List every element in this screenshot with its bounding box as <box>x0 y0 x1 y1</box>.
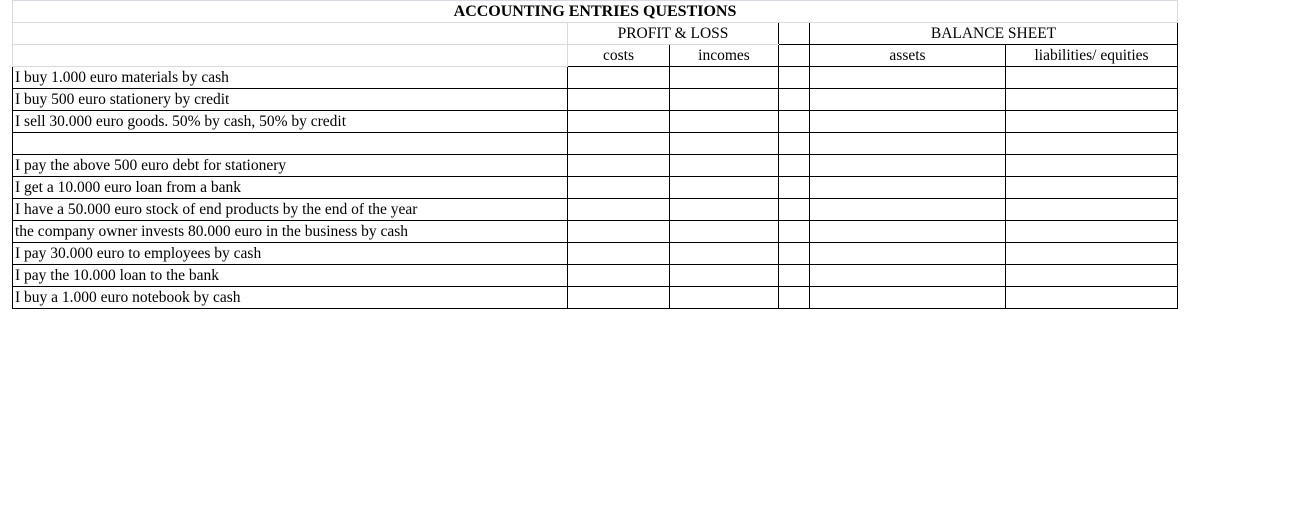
table-row <box>13 243 1178 265</box>
assets-cell[interactable] <box>810 155 1006 177</box>
table-row <box>13 265 1178 287</box>
spacer-cell[interactable] <box>779 287 810 309</box>
spacer-cell[interactable] <box>779 199 810 221</box>
incomes-cell[interactable] <box>670 89 779 111</box>
spacer-header-cell[interactable] <box>779 45 810 67</box>
assets-cell[interactable] <box>810 89 1006 111</box>
title-row <box>13 1 1178 23</box>
assets-cell[interactable] <box>810 221 1006 243</box>
liabilities-header: liabilities/ equities <box>1006 45 1178 67</box>
costs-cell[interactable] <box>568 133 670 155</box>
liabilities-cell[interactable] <box>1006 89 1178 111</box>
assets-cell[interactable] <box>810 67 1006 89</box>
liabilities-cell[interactable] <box>1006 67 1178 89</box>
spacer-cell[interactable] <box>779 265 810 287</box>
sheet-title: ACCOUNTING ENTRIES QUESTIONS <box>13 1 1178 23</box>
spacer-cell[interactable] <box>779 89 810 111</box>
assets-cell[interactable] <box>810 133 1006 155</box>
balance-sheet-header: BALANCE SHEET <box>810 23 1178 45</box>
incomes-cell[interactable] <box>670 199 779 221</box>
costs-header: costs <box>568 45 670 67</box>
column-header-row <box>13 45 1178 67</box>
question-cell[interactable]: I buy 1.000 euro materials by cash <box>13 67 568 89</box>
table-row <box>13 155 1178 177</box>
liabilities-cell[interactable] <box>1006 111 1178 133</box>
incomes-cell[interactable] <box>670 177 779 199</box>
question-cell[interactable]: I pay the 10.000 loan to the bank <box>13 265 568 287</box>
incomes-cell[interactable] <box>670 155 779 177</box>
question-cell[interactable]: I buy 500 euro stationery by credit <box>13 89 568 111</box>
table-row <box>13 199 1178 221</box>
incomes-cell[interactable] <box>670 243 779 265</box>
question-cell[interactable]: I buy a 1.000 euro notebook by cash <box>13 287 568 309</box>
liabilities-cell[interactable] <box>1006 243 1178 265</box>
question-cell[interactable]: the company owner invests 80.000 euro in the business by cash <box>13 221 568 243</box>
assets-header: assets <box>810 45 1006 67</box>
spacer-cell[interactable] <box>779 133 810 155</box>
spacer-cell[interactable] <box>779 177 810 199</box>
liabilities-cell[interactable] <box>1006 221 1178 243</box>
accounting-sheet <box>12 0 1178 309</box>
assets-cell[interactable] <box>810 287 1006 309</box>
profit-loss-header: PROFIT & LOSS <box>568 23 779 45</box>
incomes-cell[interactable] <box>670 133 779 155</box>
empty-header-cell[interactable] <box>13 23 568 45</box>
liabilities-cell[interactable] <box>1006 155 1178 177</box>
table-row <box>13 133 1178 155</box>
spacer-header-cell[interactable] <box>779 23 810 45</box>
incomes-cell[interactable] <box>670 265 779 287</box>
question-cell[interactable]: I have a 50.000 euro stock of end products by the end of the year <box>13 199 568 221</box>
costs-cell[interactable] <box>568 177 670 199</box>
table-row <box>13 287 1178 309</box>
assets-cell[interactable] <box>810 111 1006 133</box>
assets-cell[interactable] <box>810 177 1006 199</box>
liabilities-cell[interactable] <box>1006 177 1178 199</box>
group-header-row <box>13 23 1178 45</box>
costs-cell[interactable] <box>568 155 670 177</box>
liabilities-cell[interactable] <box>1006 265 1178 287</box>
costs-cell[interactable] <box>568 243 670 265</box>
liabilities-cell[interactable] <box>1006 287 1178 309</box>
table-row <box>13 67 1178 89</box>
incomes-cell[interactable] <box>670 111 779 133</box>
accounting-table <box>12 0 1178 309</box>
empty-header-cell[interactable] <box>13 45 568 67</box>
liabilities-cell[interactable] <box>1006 133 1178 155</box>
table-row <box>13 111 1178 133</box>
question-cell[interactable]: I get a 10.000 euro loan from a bank <box>13 177 568 199</box>
table-row <box>13 221 1178 243</box>
question-cell[interactable]: I pay the above 500 euro debt for stationery <box>13 155 568 177</box>
table-row <box>13 177 1178 199</box>
assets-cell[interactable] <box>810 243 1006 265</box>
incomes-cell[interactable] <box>670 221 779 243</box>
incomes-cell[interactable] <box>670 67 779 89</box>
costs-cell[interactable] <box>568 199 670 221</box>
spacer-cell[interactable] <box>779 155 810 177</box>
incomes-cell[interactable] <box>670 287 779 309</box>
assets-cell[interactable] <box>810 199 1006 221</box>
question-cell[interactable]: I sell 30.000 euro goods. 50% by cash, 50% by credit <box>13 111 568 133</box>
liabilities-cell[interactable] <box>1006 199 1178 221</box>
question-cell[interactable] <box>13 133 568 155</box>
spacer-cell[interactable] <box>779 221 810 243</box>
spacer-cell[interactable] <box>779 243 810 265</box>
costs-cell[interactable] <box>568 89 670 111</box>
costs-cell[interactable] <box>568 111 670 133</box>
assets-cell[interactable] <box>810 265 1006 287</box>
spacer-cell[interactable] <box>779 111 810 133</box>
table-row <box>13 89 1178 111</box>
spacer-cell[interactable] <box>779 67 810 89</box>
question-cell[interactable]: I pay 30.000 euro to employees by cash <box>13 243 568 265</box>
costs-cell[interactable] <box>568 287 670 309</box>
incomes-header: incomes <box>670 45 779 67</box>
costs-cell[interactable] <box>568 67 670 89</box>
costs-cell[interactable] <box>568 221 670 243</box>
costs-cell[interactable] <box>568 265 670 287</box>
